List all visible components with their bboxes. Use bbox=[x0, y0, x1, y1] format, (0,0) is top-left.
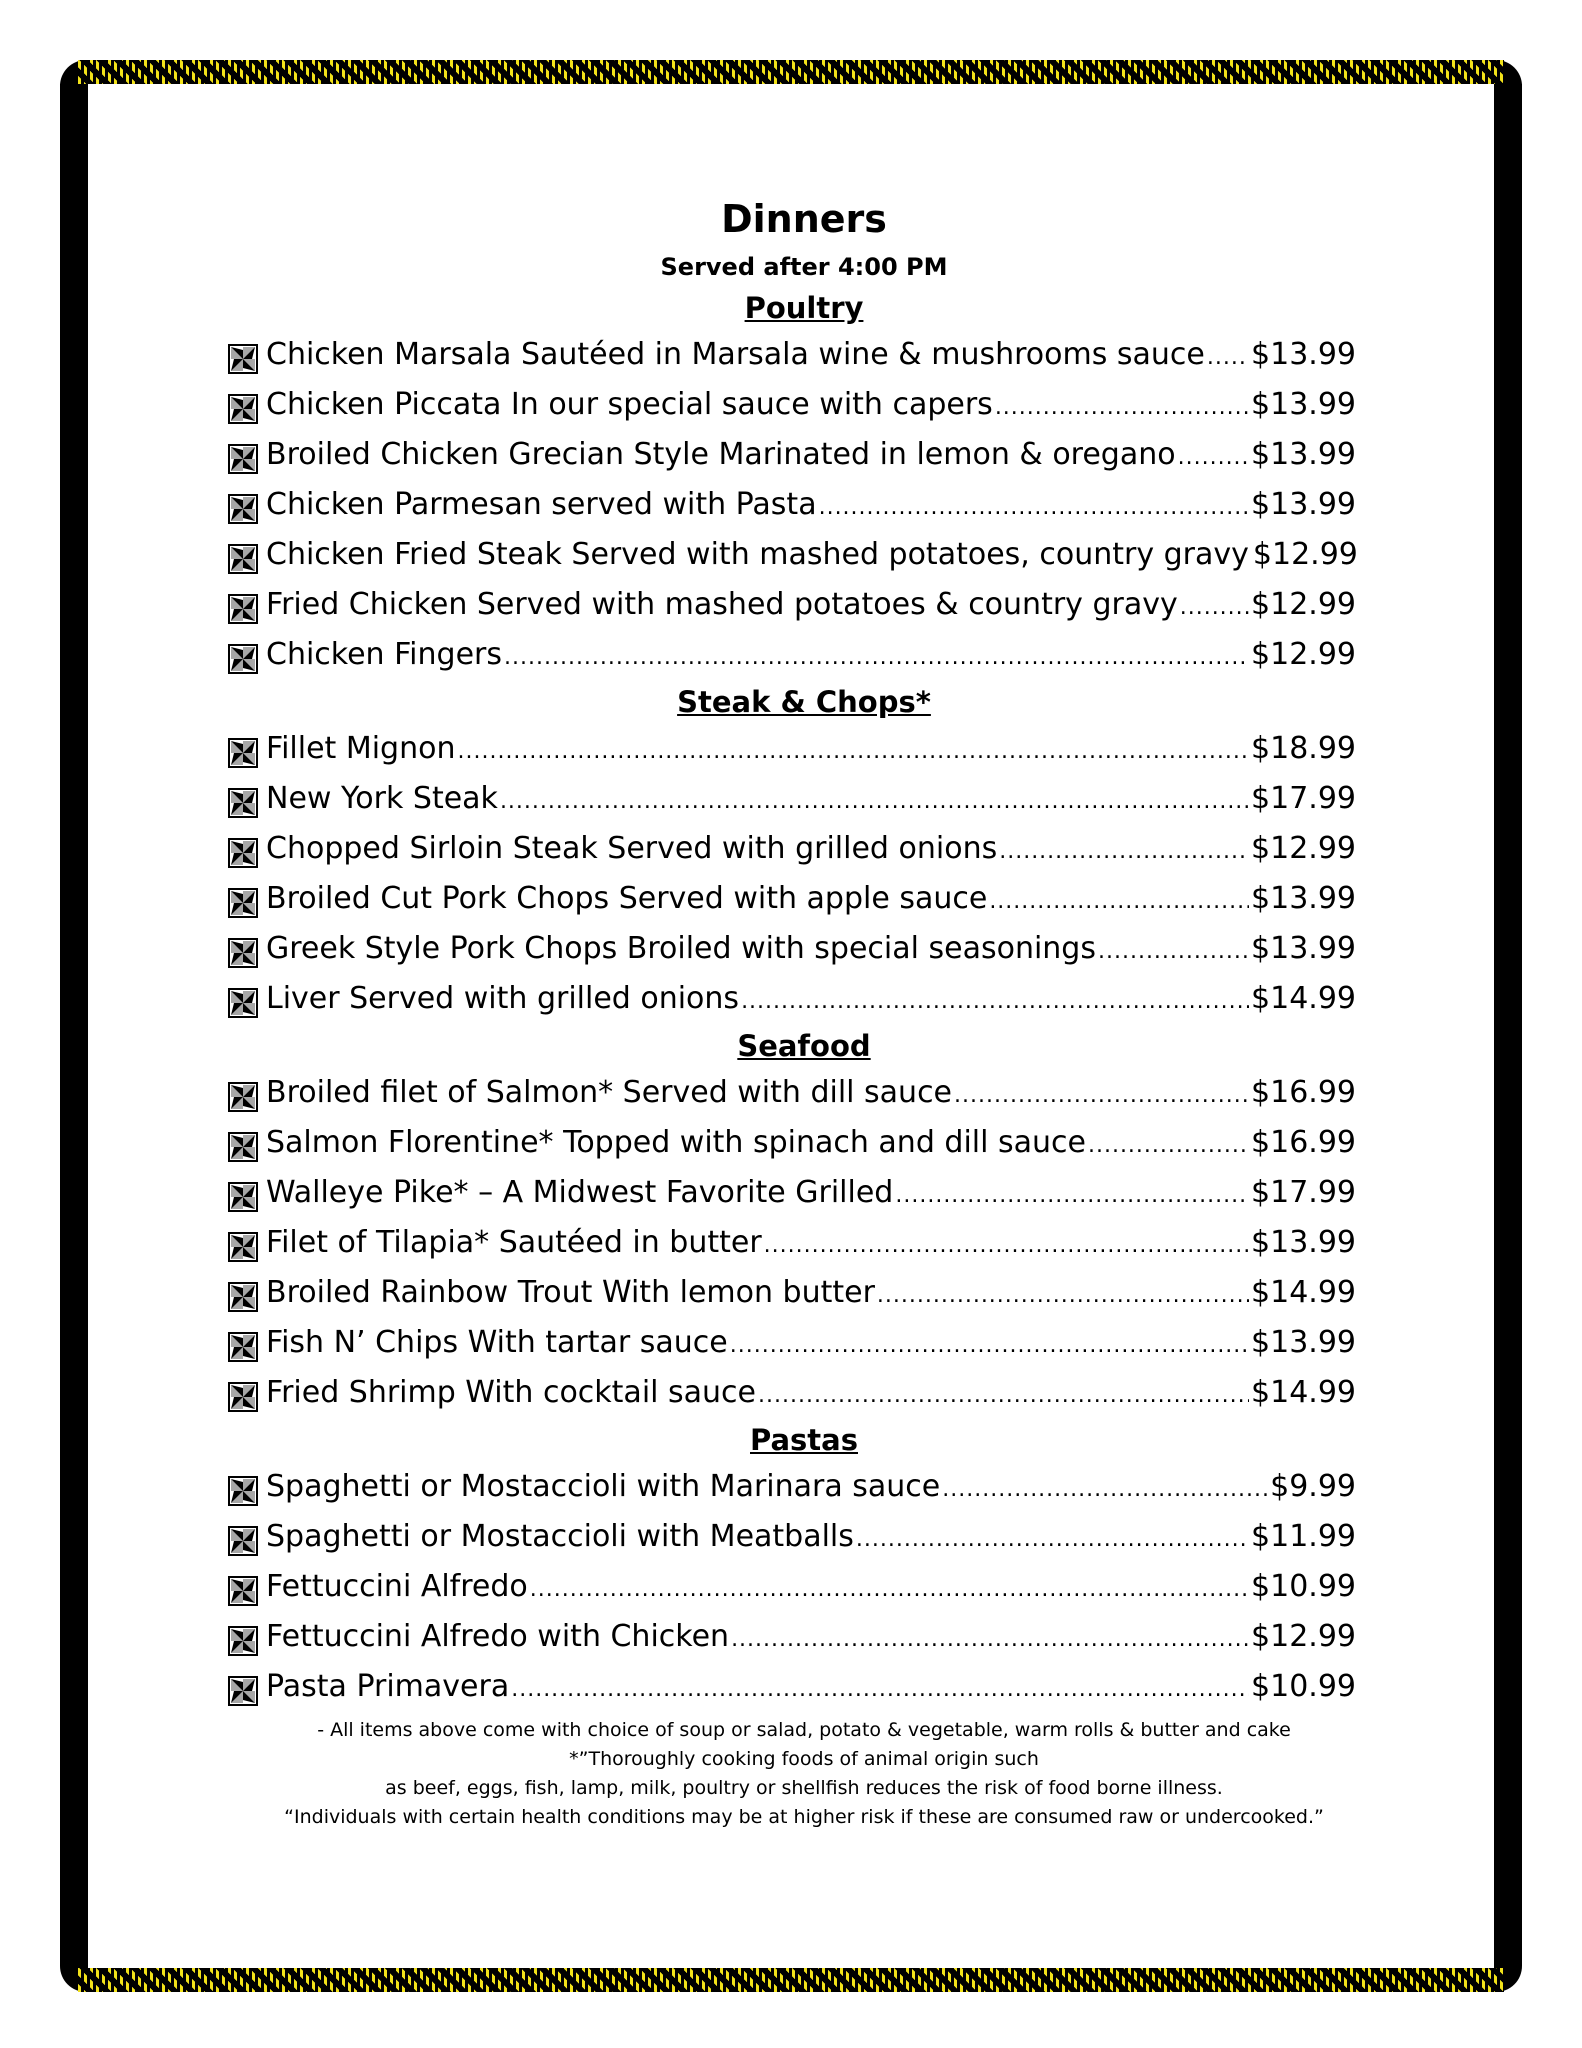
menu-item-price: $17.99 bbox=[1251, 781, 1356, 816]
menu-item-name: Fettuccini Alfredo with Chicken bbox=[266, 1619, 730, 1654]
menu-item bbox=[228, 1318, 1356, 1368]
dot-leader bbox=[1180, 580, 1249, 630]
menu-item-name: Chopped Sirloin Steak Served with grilled onions bbox=[266, 831, 998, 866]
windmill-bullet-icon bbox=[228, 540, 258, 570]
windmill-bullet-icon bbox=[228, 1278, 258, 1308]
menu-item bbox=[228, 724, 1356, 774]
menu-item-name: New York Steak bbox=[266, 781, 498, 816]
menu-item bbox=[228, 330, 1356, 380]
dot-leader bbox=[457, 724, 1249, 774]
menu-item-price: $17.99 bbox=[1251, 1175, 1356, 1210]
menu-item-price: $12.99 bbox=[1252, 537, 1358, 572]
menu-item bbox=[228, 630, 1356, 680]
windmill-bullet-icon bbox=[228, 1622, 258, 1652]
menu-item-name: Broiled filet of Salmon* Served with dill sauce bbox=[266, 1075, 953, 1110]
windmill-bullet-icon bbox=[228, 1328, 258, 1358]
menu-item bbox=[228, 480, 1356, 530]
menu-item bbox=[228, 1068, 1356, 1118]
menu-item bbox=[228, 580, 1356, 630]
dot-leader bbox=[1088, 1118, 1249, 1168]
windmill-bullet-icon bbox=[228, 1078, 258, 1108]
dot-leader bbox=[1098, 924, 1249, 974]
windmill-bullet-icon bbox=[228, 1572, 258, 1602]
dot-leader bbox=[895, 1168, 1249, 1218]
menu-item-price: $12.99 bbox=[1251, 637, 1356, 672]
menu-item bbox=[228, 1612, 1356, 1662]
windmill-bullet-icon bbox=[228, 340, 258, 370]
dot-leader bbox=[1207, 330, 1249, 380]
menu-item-name: Broiled Chicken Grecian Style Marinated in lemon & oregano bbox=[266, 437, 1176, 472]
footnote-line: *”Thoroughly cooking foods of animal origin such bbox=[569, 1748, 1039, 1770]
menu-item-price: $10.99 bbox=[1251, 1569, 1356, 1604]
dot-leader bbox=[995, 380, 1249, 430]
menu-item bbox=[228, 824, 1356, 874]
menu-item-price: $13.99 bbox=[1251, 1325, 1356, 1360]
menu-item-name: Fillet Mignon bbox=[266, 731, 456, 766]
windmill-bullet-icon bbox=[228, 490, 258, 520]
border-left bbox=[60, 84, 88, 1964]
windmill-bullet-icon bbox=[228, 1178, 258, 1208]
windmill-bullet-icon bbox=[228, 1378, 258, 1408]
menu-item-name: Fish N’ Chips With tartar sauce bbox=[266, 1325, 728, 1360]
section-heading: Seafood bbox=[737, 1029, 871, 1063]
menu-item-price: $13.99 bbox=[1251, 487, 1356, 522]
dot-leader bbox=[1178, 430, 1249, 480]
menu-item-name: Fried Chicken Served with mashed potatoes & country gravy bbox=[266, 587, 1178, 622]
dot-leader bbox=[942, 1462, 1268, 1512]
menu-item-name: Chicken Fried Steak Served with mashed potatoes, country gravy bbox=[266, 537, 1249, 572]
dot-leader bbox=[856, 1512, 1249, 1562]
menu-item bbox=[228, 1662, 1356, 1712]
footnote-line: as beef, eggs, fish, lamp, milk, poultry or shellfish reduces the risk of food borne illness. bbox=[385, 1777, 1223, 1799]
menu-item-price: $13.99 bbox=[1251, 931, 1356, 966]
menu-item bbox=[228, 774, 1356, 824]
menu-item bbox=[228, 1462, 1356, 1512]
windmill-bullet-icon bbox=[228, 1672, 258, 1702]
dot-leader bbox=[999, 824, 1249, 874]
menu-item bbox=[228, 924, 1356, 974]
menu-content bbox=[228, 190, 1356, 1832]
dot-leader bbox=[530, 1562, 1249, 1612]
dot-leader bbox=[730, 1318, 1249, 1368]
page-title: Dinners bbox=[721, 197, 887, 241]
menu-item-name: Spaghetti or Mostaccioli with Meatballs bbox=[266, 1519, 854, 1554]
windmill-bullet-icon bbox=[228, 1472, 258, 1502]
menu-item-price: $14.99 bbox=[1251, 1275, 1356, 1310]
menu-item-name: Filet of Tilapia* Sautéed in butter bbox=[266, 1225, 762, 1260]
dot-leader bbox=[989, 874, 1249, 924]
menu-item-name: Spaghetti or Mostaccioli with Marinara sauce bbox=[266, 1469, 941, 1504]
menu-item bbox=[228, 1268, 1356, 1318]
windmill-bullet-icon bbox=[228, 1522, 258, 1552]
windmill-bullet-icon bbox=[228, 640, 258, 670]
menu-item-price: $14.99 bbox=[1251, 1375, 1356, 1410]
border-top bbox=[78, 60, 1504, 84]
menu-item-name: Broiled Cut Pork Chops Served with apple sauce bbox=[266, 881, 988, 916]
menu-item bbox=[228, 874, 1356, 924]
menu-item-price: $14.99 bbox=[1251, 981, 1356, 1016]
menu-item-name: Fried Shrimp With cocktail sauce bbox=[266, 1375, 757, 1410]
menu-item-price: $11.99 bbox=[1251, 1519, 1356, 1554]
menu-item-price: $12.99 bbox=[1251, 587, 1356, 622]
menu-item-name: Broiled Rainbow Trout With lemon butter bbox=[266, 1275, 875, 1310]
windmill-bullet-icon bbox=[228, 934, 258, 964]
menu-item bbox=[228, 1368, 1356, 1418]
dot-leader bbox=[819, 480, 1249, 530]
menu-item bbox=[228, 1118, 1356, 1168]
windmill-bullet-icon bbox=[228, 784, 258, 814]
menu-item bbox=[228, 530, 1356, 580]
border-bottom bbox=[78, 1968, 1504, 1992]
dot-leader bbox=[511, 1662, 1249, 1712]
menu-item bbox=[228, 974, 1356, 1024]
menu-item-price: $13.99 bbox=[1251, 881, 1356, 916]
section-heading: Pastas bbox=[750, 1423, 858, 1457]
menu-item-price: $10.99 bbox=[1251, 1669, 1356, 1704]
menu-item-price: $13.99 bbox=[1251, 387, 1356, 422]
menu-item-name: Liver Served with grilled onions bbox=[266, 981, 740, 1016]
menu-item-name: Pasta Primavera bbox=[266, 1669, 510, 1704]
dot-leader bbox=[758, 1368, 1249, 1418]
menu-item-price: $13.99 bbox=[1251, 337, 1356, 372]
dot-leader bbox=[764, 1218, 1249, 1268]
menu-item bbox=[228, 380, 1356, 430]
menu-item-name: Chicken Piccata In our special sauce with capers bbox=[266, 387, 993, 422]
menu-item-name: Fettuccini Alfredo bbox=[266, 1569, 528, 1604]
windmill-bullet-icon bbox=[228, 1128, 258, 1158]
menu-item-price: $16.99 bbox=[1251, 1075, 1356, 1110]
footnotes bbox=[240, 1716, 1368, 1832]
menu-item bbox=[228, 1512, 1356, 1562]
footnote-line: “Individuals with certain health conditions may be at higher risk if these are consumed raw or undercooked.” bbox=[284, 1806, 1324, 1828]
dot-leader bbox=[504, 630, 1249, 680]
menu-item-price: $18.99 bbox=[1251, 731, 1356, 766]
menu-item-name: Chicken Marsala Sautéed in Marsala wine & mushrooms sauce bbox=[266, 337, 1205, 372]
menu-item-name: Greek Style Pork Chops Broiled with special seasonings bbox=[266, 931, 1096, 966]
windmill-bullet-icon bbox=[228, 884, 258, 914]
menu-item-price: $16.99 bbox=[1251, 1125, 1356, 1160]
menu-item-price: $13.99 bbox=[1251, 437, 1356, 472]
section-heading: Poultry bbox=[744, 291, 864, 325]
menu-item-name: Chicken Parmesan served with Pasta bbox=[266, 487, 817, 522]
page-subtitle: Served after 4:00 PM bbox=[660, 253, 948, 281]
menu-item-price: $12.99 bbox=[1251, 1619, 1356, 1654]
menu-item-name: Salmon Florentine* Topped with spinach and dill sauce bbox=[266, 1125, 1086, 1160]
windmill-bullet-icon bbox=[228, 1228, 258, 1258]
footnote-line: - All items above come with choice of soup or salad, potato & vegetable, warm rolls & butter and cake bbox=[317, 1719, 1291, 1741]
dot-leader bbox=[954, 1068, 1249, 1118]
menu-sections bbox=[228, 286, 1356, 1712]
windmill-bullet-icon bbox=[228, 390, 258, 420]
windmill-bullet-icon bbox=[228, 984, 258, 1014]
menu-item bbox=[228, 1562, 1356, 1612]
menu-item-name: Chicken Fingers bbox=[266, 637, 502, 672]
menu-item bbox=[228, 1218, 1356, 1268]
dot-leader bbox=[500, 774, 1249, 824]
menu-item-price: $9.99 bbox=[1270, 1469, 1356, 1504]
menu-item bbox=[228, 430, 1356, 480]
menu-item-name: Walleye Pike* – A Midwest Favorite Grilled bbox=[266, 1175, 894, 1210]
menu-item bbox=[228, 1168, 1356, 1218]
windmill-bullet-icon bbox=[228, 440, 258, 470]
section-heading: Steak & Chops* bbox=[677, 685, 931, 719]
border-right bbox=[1494, 84, 1522, 1964]
windmill-bullet-icon bbox=[228, 734, 258, 764]
dot-leader bbox=[731, 1612, 1249, 1662]
windmill-bullet-icon bbox=[228, 590, 258, 620]
menu-item-price: $12.99 bbox=[1251, 831, 1356, 866]
dot-leader bbox=[877, 1268, 1249, 1318]
windmill-bullet-icon bbox=[228, 834, 258, 864]
dot-leader bbox=[741, 974, 1249, 1024]
menu-item-price: $13.99 bbox=[1251, 1225, 1356, 1260]
